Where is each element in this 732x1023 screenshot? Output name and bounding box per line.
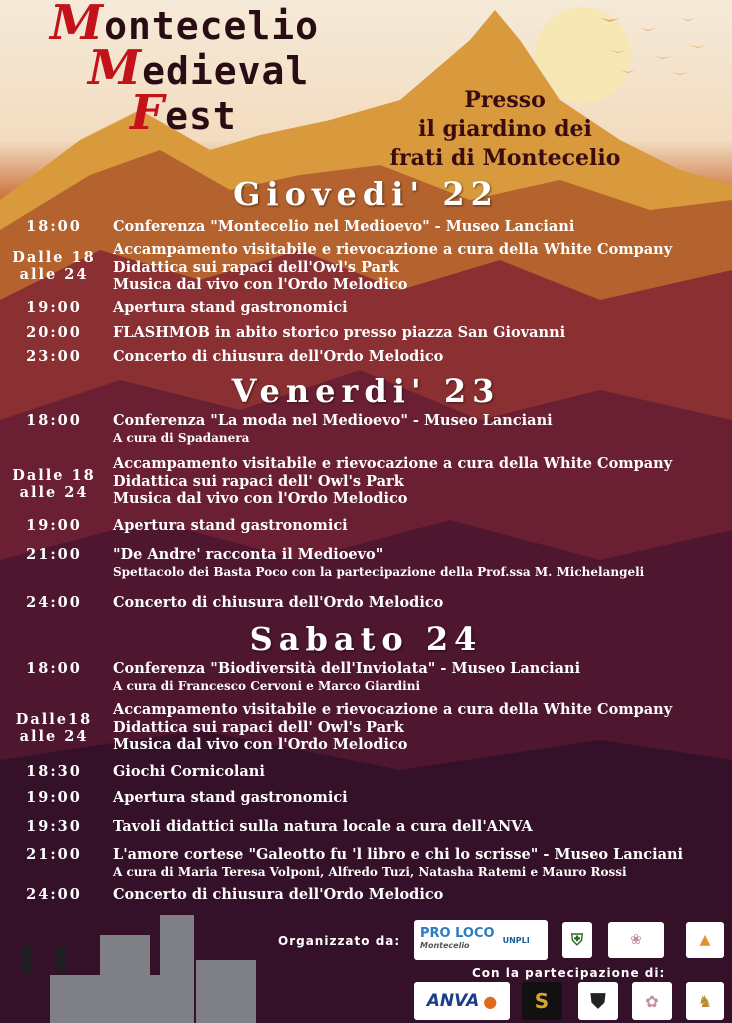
organized-by-label: Organizzato da: — [278, 934, 401, 948]
proloco-logo: PRO LOCO Montecelio UNPLI — [414, 920, 548, 960]
shield-logo-icon: ⛊ — [578, 982, 618, 1020]
participation-label: Con la partecipazione di: — [472, 966, 666, 980]
association-logo-icon: ❀ — [608, 922, 664, 958]
partner-logo-icon: ▲ — [686, 922, 724, 958]
crest-logo-icon: ♞ — [686, 982, 724, 1020]
fest-title: Montecelio Medieval Fest — [50, 0, 320, 141]
day-title: Venerdi' 23 — [231, 372, 501, 410]
venue: Presso il giardino dei frati di Montecelio — [389, 87, 621, 171]
day-title: Giovedi' 22 — [233, 175, 499, 213]
spadanera-logo: S — [522, 982, 562, 1020]
day-title: Sabato 24 — [249, 620, 483, 658]
owls-park-logo-icon: ✿ — [632, 982, 672, 1020]
anva-logo: ANVA ● — [414, 982, 510, 1020]
municipality-crest-icon: ⛨ — [562, 922, 592, 958]
